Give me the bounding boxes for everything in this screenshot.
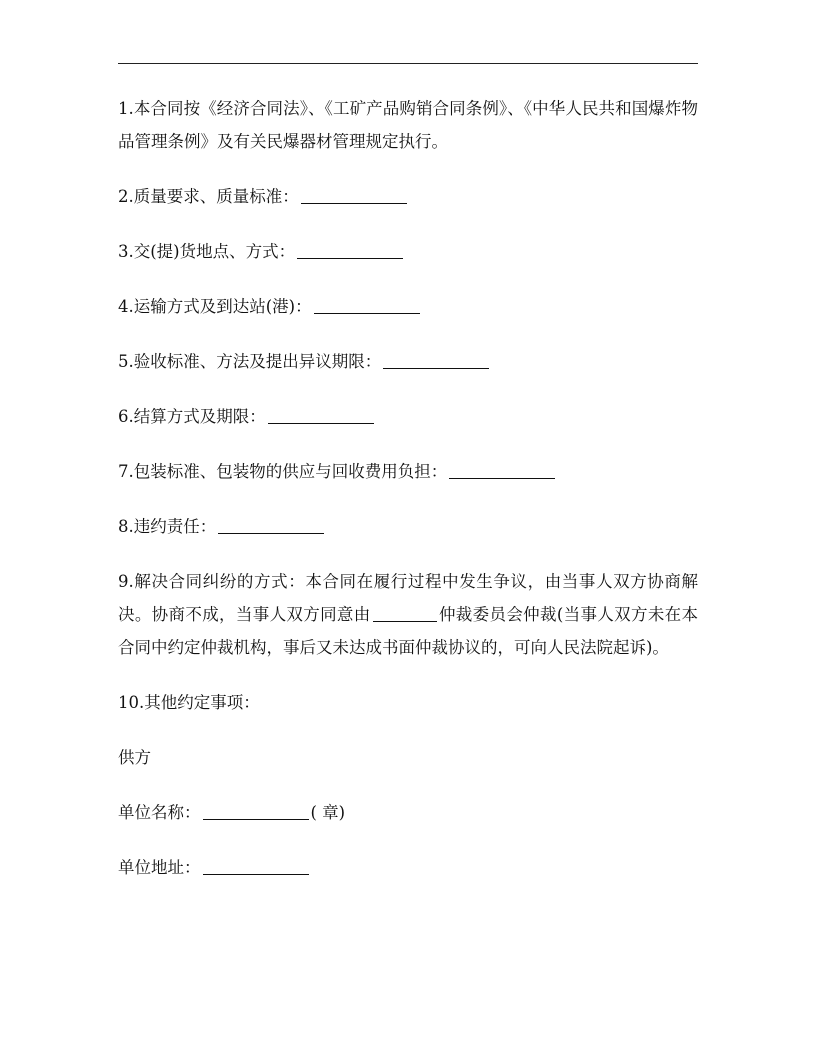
clause-3 <box>118 235 698 268</box>
clause-3-text: 3.交(提)货地点、方式： <box>118 242 296 261</box>
header-rule <box>118 63 698 64</box>
clause-4-text: 4.运输方式及到达站(港)： <box>118 297 312 316</box>
clause-9-text-after: 仲裁委员会仲裁(当事人双方未在本合同中约定仲裁机构，事后又未达成书面仲裁协议的，可向人民法院起诉)。 <box>118 605 699 657</box>
supplier-address-row <box>118 851 698 884</box>
supplier-name-row <box>118 796 698 829</box>
clause-1 <box>118 92 698 158</box>
supplier-heading <box>118 741 698 774</box>
clause-6-text: 6.结算方式及期限： <box>118 407 266 426</box>
clause-7 <box>118 455 698 488</box>
clause-6 <box>118 400 698 433</box>
packaging-standard-blank[interactable] <box>449 460 555 479</box>
liability-blank[interactable] <box>218 515 324 534</box>
supplier-name-blank[interactable] <box>203 801 309 820</box>
supplier-address-blank[interactable] <box>203 856 309 875</box>
clause-9 <box>118 565 698 664</box>
clause-9-text-before: 9.解决合同纠纷的方式：本合同在履行过程中发生争议，由当事人双方协商解决。协商不成，当事人双方同意由 <box>118 572 698 624</box>
clause-8 <box>118 510 698 543</box>
acceptance-standard-blank[interactable] <box>383 350 489 369</box>
contract-body <box>118 92 698 906</box>
delivery-location-blank[interactable] <box>297 240 403 259</box>
seal-label: ( 章) <box>310 803 346 822</box>
quality-standard-blank[interactable] <box>301 185 407 204</box>
supplier-name-label: 单位名称： <box>118 803 201 822</box>
clause-2 <box>118 180 698 213</box>
clause-10-text: 10.其他约定事项： <box>118 693 260 712</box>
settlement-method-blank[interactable] <box>268 405 374 424</box>
supplier-heading-text: 供方 <box>118 748 151 767</box>
arbitration-committee-blank[interactable] <box>373 603 437 622</box>
clause-5-text: 5.验收标准、方法及提出异议期限： <box>118 352 382 371</box>
clause-8-text: 8.违约责任： <box>118 517 217 536</box>
clause-4 <box>118 290 698 323</box>
transport-method-blank[interactable] <box>314 295 420 314</box>
clause-1-text: 1.本合同按《经济合同法》、《工矿产品购销合同条例》、《中华人民共和国爆炸物品管理条例》及有关民爆器材管理规定执行。 <box>118 99 698 151</box>
clause-7-text: 7.包装标准、包装物的供应与回收费用负担： <box>118 462 448 481</box>
clause-2-text: 2.质量要求、质量标准： <box>118 187 299 206</box>
supplier-address-label: 单位地址： <box>118 858 201 877</box>
clause-10 <box>118 686 698 719</box>
clause-5 <box>118 345 698 378</box>
